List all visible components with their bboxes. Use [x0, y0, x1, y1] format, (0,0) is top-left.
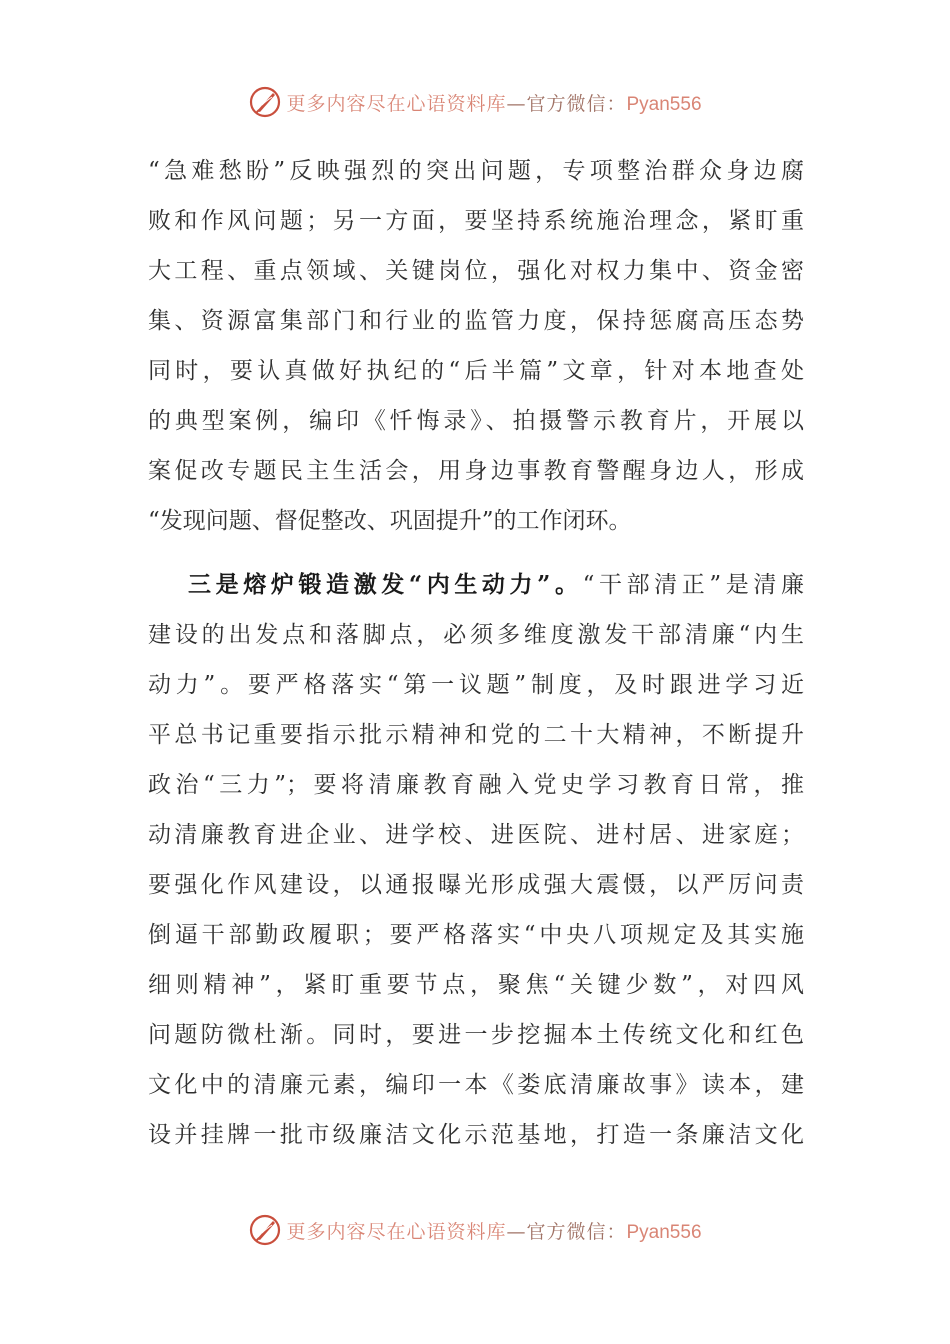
- paragraph-gap: [148, 546, 804, 560]
- paragraph-2-line: 平总书记重要指示批示精神和党的二十大精神，不断提升: [148, 722, 804, 748]
- paragraph-2-line: 文化中的清廉元素，编印一本《娄底清廉故事》读本，建: [148, 1072, 804, 1098]
- page-footer-banner: [0, 1212, 950, 1248]
- paragraph-2-line: 动力”。要严格落实“第一议题”制度，及时跟进学习近: [148, 672, 804, 698]
- footer-banner-wechat: —官方微信：: [506, 1220, 627, 1243]
- header-banner-wechat: —官方微信：: [506, 92, 627, 115]
- paragraph-1-line: “发现问题、督促整改、巩固提升”的工作闭环。: [148, 508, 632, 534]
- footer-banner-account: Pyan556: [626, 1221, 702, 1243]
- paragraph-2-line: 设并挂牌一批市级廉洁文化示范基地，打造一条廉洁文化: [148, 1122, 804, 1148]
- paragraph-2-first-line: [148, 560, 804, 610]
- paragraph-1-line: 同时，要认真做好执纪的“后半篇”文章，针对本地查处: [148, 358, 804, 384]
- paragraph-1: [148, 146, 804, 546]
- page-header-banner: [0, 84, 950, 120]
- paragraph-2-first-line-rest: “干部清正”是清廉: [582, 572, 804, 598]
- paragraph-2-lead-heading: 三是熔炉锻造激发“内生动力”。: [188, 571, 583, 598]
- header-banner-text: [286, 89, 701, 116]
- quill-pen-logo-icon: [248, 1213, 282, 1247]
- paragraph-1-line: 大工程、重点领域、关键岗位，强化对权力集中、资金密: [148, 258, 804, 284]
- paragraph-1-line: 案促改专题民主生活会，用身边事教育警醒身边人，形成: [148, 458, 804, 484]
- paragraph-2: [148, 560, 804, 1160]
- paragraph-2-line: 要强化作风建设，以通报曝光形成强大震慑，以严厉问责: [148, 872, 804, 898]
- paragraph-1-line: 败和作风问题；另一方面，要坚持系统施治理念，紧盯重: [148, 208, 804, 234]
- paragraph-2-line: 问题防微杜渐。同时，要进一步挖掘本土传统文化和红色: [148, 1022, 804, 1048]
- document-body: [148, 146, 804, 1160]
- paragraph-2-line: 细则精神”，紧盯重要节点，聚焦“关键少数”，对四风: [148, 972, 804, 998]
- header-banner-main: 更多内容尽在心语资料库: [286, 92, 507, 115]
- paragraph-2-line: 倒逼干部勤政履职；要严格落实“中央八项规定及其实施: [148, 922, 804, 948]
- header-banner-account: Pyan556: [626, 93, 702, 115]
- footer-banner-text: [286, 1217, 701, 1244]
- quill-pen-logo-icon: [248, 85, 282, 119]
- paragraph-1-line: 集、资源富集部门和行业的监管力度，保持惩腐高压态势: [148, 308, 804, 334]
- paragraph-1-line: 的典型案例，编印《忏悔录》、拍摄警示教育片，开展以: [148, 408, 804, 434]
- paragraph-2-line: 建设的出发点和落脚点，必须多维度激发干部清廉“内生: [148, 622, 804, 648]
- paragraph-2-line: 政治“三力”；要将清廉教育融入党史学习教育日常，推: [148, 772, 804, 798]
- paragraph-1-line: “急难愁盼”反映强烈的突出问题，专项整治群众身边腐: [148, 158, 804, 184]
- footer-banner-main: 更多内容尽在心语资料库: [286, 1220, 507, 1243]
- paragraph-2-line: 动清廉教育进企业、进学校、进医院、进村居、进家庭；: [148, 822, 804, 848]
